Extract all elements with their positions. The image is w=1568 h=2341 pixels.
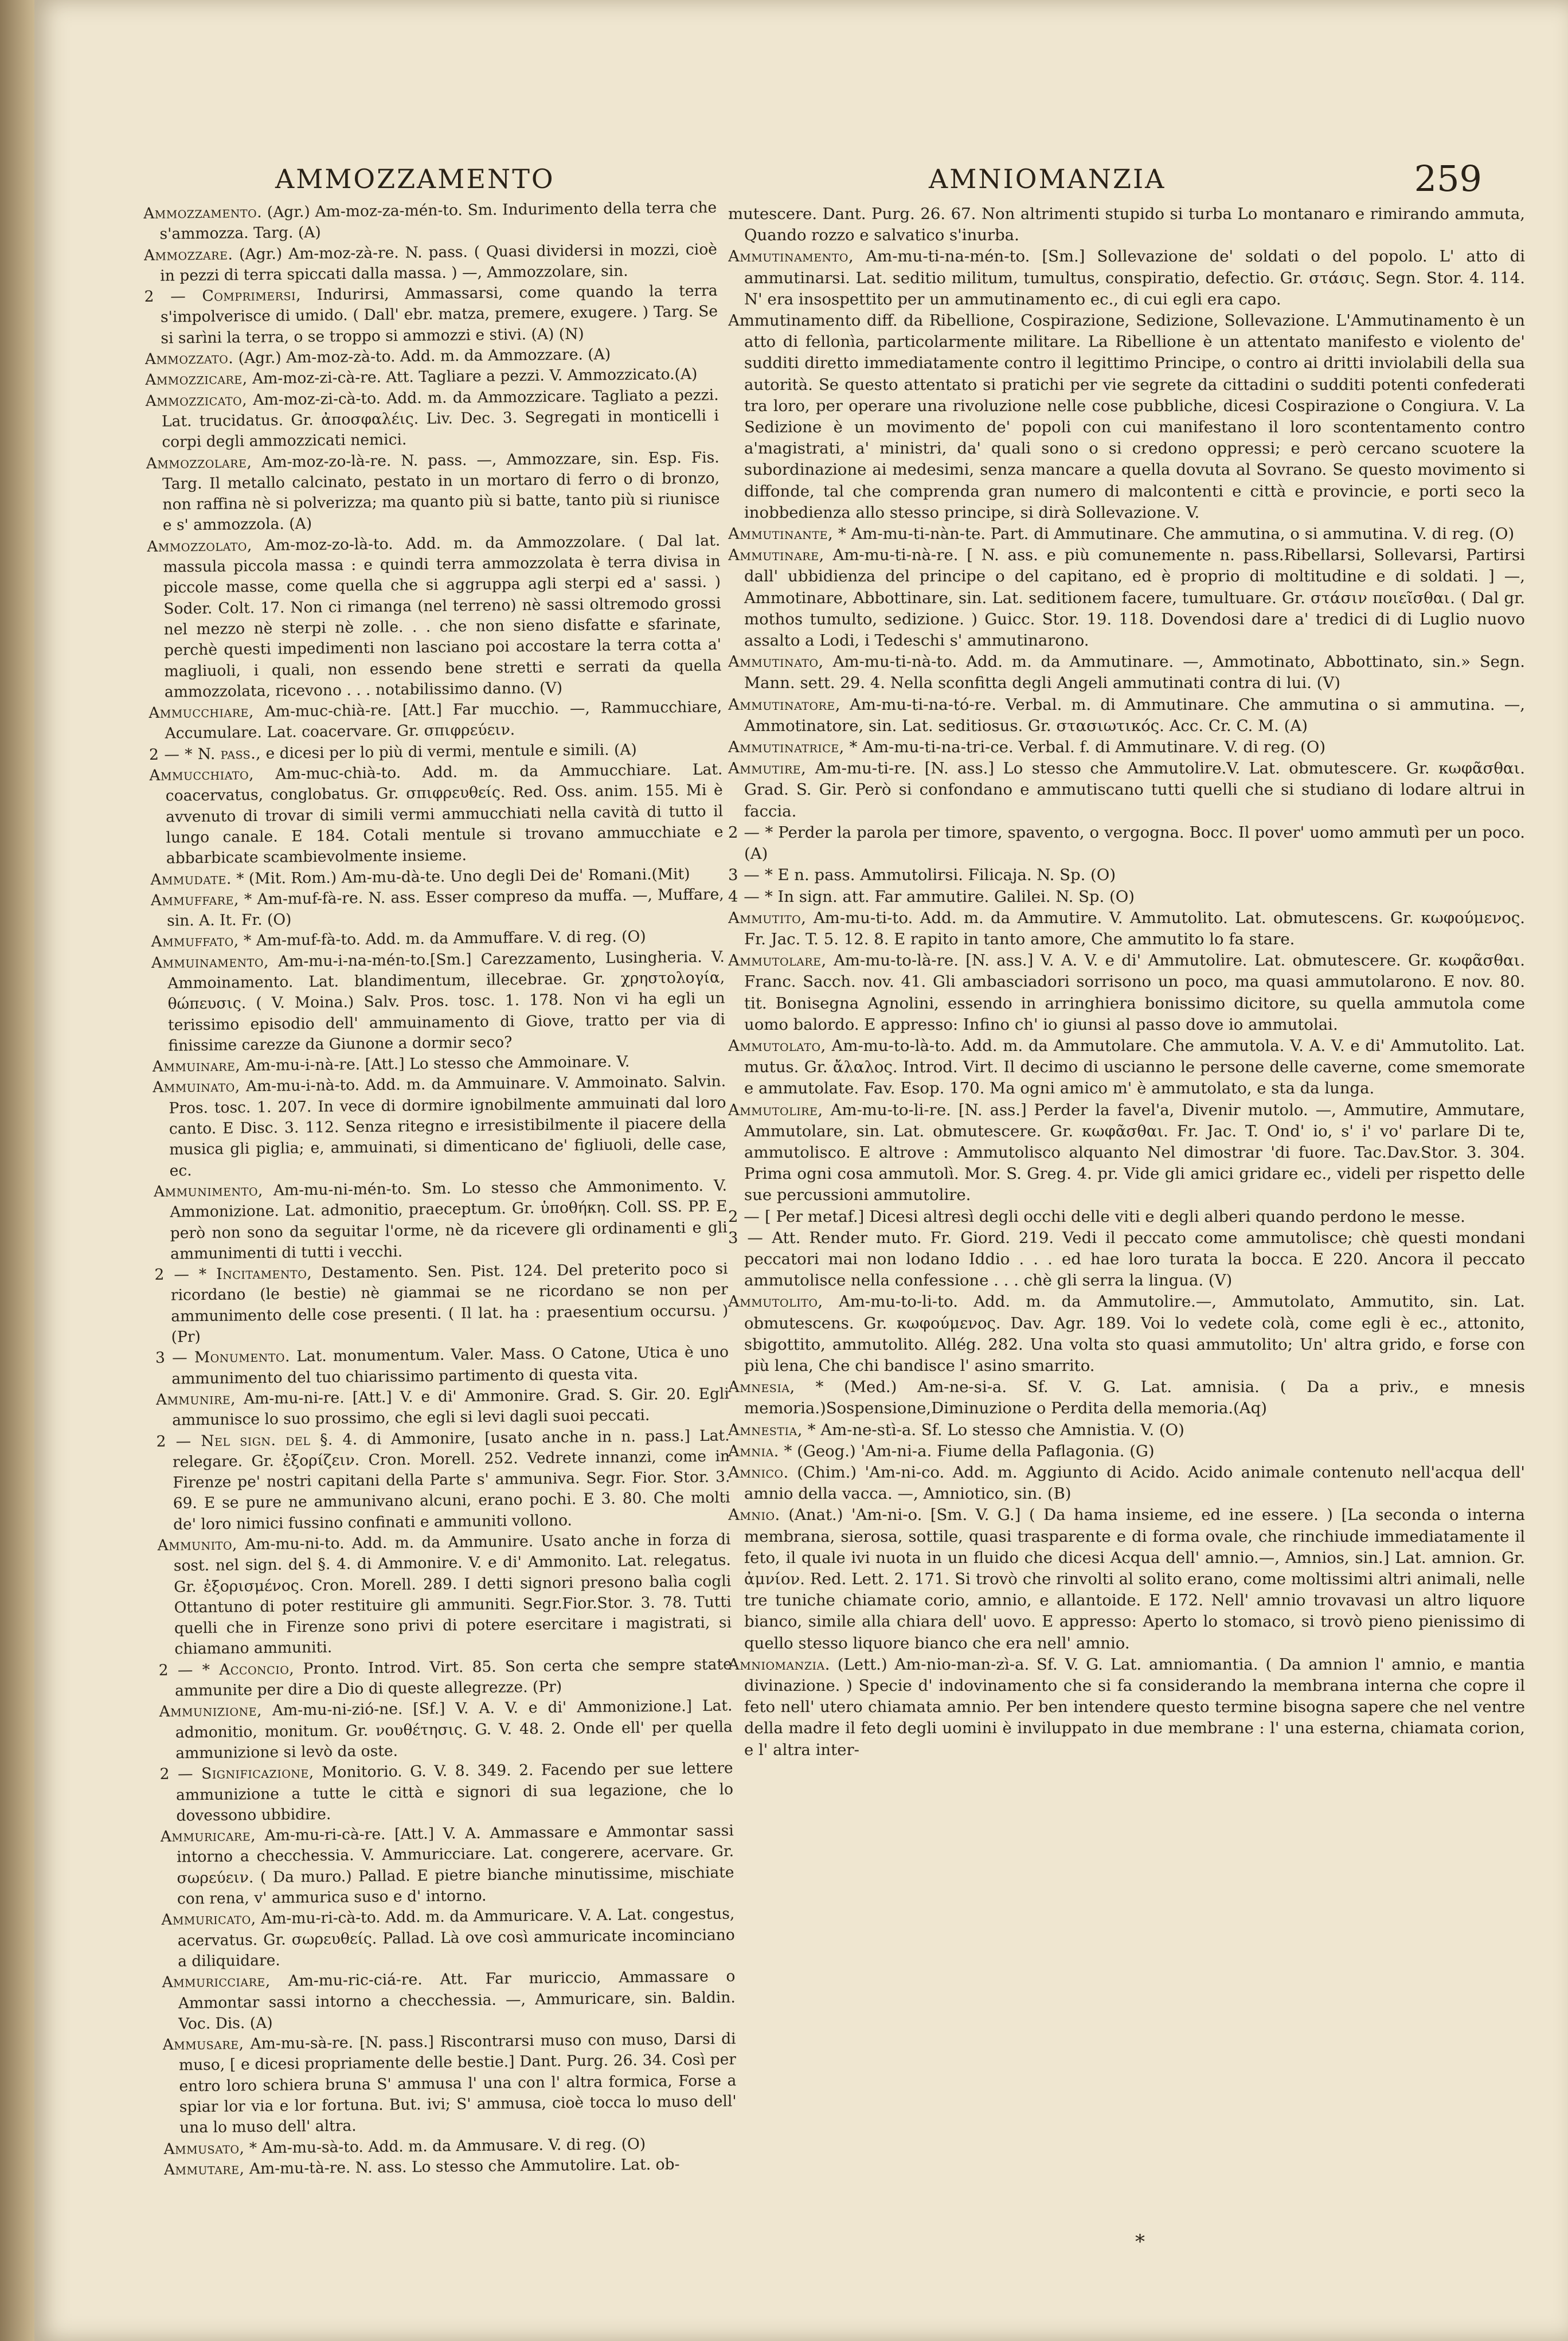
entry-text: * Am-mu-ti-nàn-te. Part. di Ammutinare. Che ammutina, o si ammutina. V. di reg. (O) [838,525,1515,544]
page-number: 259 [1414,158,1482,200]
right-column [728,204,1525,2245]
entry-text: Am-moz-zi-cà-re. Att. Tagliare a pezzi. V. Ammozzicato.(A) [252,365,698,388]
dictionary-entry [728,886,1525,908]
entry-text: * Perder la parola per timore, spavento, o vergogna. Bocc. Il pover' uomo ammutì per un poco. (A) [744,823,1525,863]
entry-headword: Ammuricciare, [162,1972,271,1992]
entry-text: (Anat.) 'Am-ni-o. [Sm. V. G.] ( Da hama insieme, ed ine essere. ) [La seconda o interna membrana, sierosa, sottile, quasi trasparente e di forma ovale, che rinchiude immediatamente il feto, il quale ivi nuota in un fluido che dicesi Acqua dell' amnio.—, Amnios, sin.] Lat. amnion. Gr. ἀμνίον. Red. Lett. 2. 171. Si trovò che rinvolti al solito erano, come moltissimi altri animali, nelle tre tuniche chiamate corio, amnio, e allantoide. E 172. Nell' amnio trovavasi un altro liquore bianco, simile alla chiara dell' uovo. E appresso: Aperto lo stomaco, si trovò pieno pienissimo di quello stesso liquore bianco che era nell' amnio. [744,1506,1525,1652]
dictionary-entry [728,865,1525,886]
dictionary-entry [159,1696,733,1764]
entry-text: * E n. pass. Ammutolirsi. Filicaja. N. Sp. (O) [765,866,1116,885]
footer-mark: * [1135,2230,1145,2253]
entry-headword: Ammuricato, [161,1910,256,1929]
dictionary-entry [155,1342,729,1390]
dictionary-entry [728,310,1525,523]
dictionary-entry [728,1420,1525,1441]
dictionary-entry [728,1377,1525,1419]
entry-text: Monitorio. G. V. 8. 349. 2. Facendo per sue lettere ammunizione a tutte le città e signori di sua legazione, che lo dovessono ubbidire. [175,1759,734,1825]
entry-text: Destamento. Sen. Pist. 124. Del preterito poco si ricordano (le bestie) nè giammai se ne ricordano se non per ammunimento delle cose presenti. ( Il lat. ha : praesentium occursu. ) (Pr) [170,1260,729,1346]
entry-headword: 2 — * N. pass., [148,744,261,764]
dictionary-entry [162,1967,736,2035]
header-left-title: AMMOZZAMENTO [275,163,555,194]
entry-text: * Am-muf-fà-re. N. ass. Esser compreso da muffa. —, Muffare, sin. A. It. Fr. (O) [166,885,724,930]
entry-headword: Ammutinare, [728,546,824,565]
entry-text: Am-mu-ti-na-mén-to. [Sm.] Sollevazione de' soldati o del popolo. L' atto di ammutinarsi. Lat. seditio militum, tumultus, conspiratio, defectio. Gr. στάσις. Segn. Stor. 4. 114. N' era insospettito per un ammutinamento ec., di cui egli era capo. [744,247,1525,308]
entry-headword: 3 — [728,866,760,885]
dictionary-entry [728,246,1525,310]
entry-headword: Ammozzicare, [145,370,248,389]
entry-text: Am-moz-zi-cà-to. Add. m. da Ammozzicare. Tagliato a pezzi. Lat. trucidatus. Gr. ἀποσφαλέις. Liv. Dec. 3. Segregati in monticelli i corpi degli ammozzicati nemici. [161,386,720,451]
entry-headword: 2 — Nel sign. del §. 4. [156,1430,358,1451]
entry-headword: Ammutare, [163,2160,245,2179]
entry-headword: Amnestia, [728,1420,803,1439]
entry-headword: 3 — Monumento. [155,1347,291,1367]
dictionary-entry [161,1904,735,1972]
entry-text: Att. Render muto. Fr. Giord. 219. Vedi il peccato come ammutolisce; chè questi mondani peccatori mai non lodano Iddio . . . ed hae loro turata la bocca. E 220. Ancora il peccato ammutolisce nella confessione . . . chè gli serra la lingua. (V) [744,1228,1525,1290]
entry-text: Am-mu-ri-cà-re. [Att.] V. A. Ammassare e Ammontar sassi intorno a checchessia. V. Ammuricciare. Lat. congerere, acervare. Gr. σωρεύειν. ( Da muro.) Pallad. E pietre bianche minutissime, mischiate con rena, v' ammurica suso e d' intorno. [177,1822,734,1908]
entry-headword: Amnio. [728,1506,780,1525]
entry-text: Indurirsi, Ammassarsi, come quando la terra s'impolverisce di umido. ( Dall' ebr. matza, premere, exugere. ) Targ. Se si sarìni la terra, o se troppo si ammozzi e stivi. (A) (N) [160,282,718,347]
dictionary-entry [728,1504,1525,1654]
entry-headword: Ammunizione, [159,1702,263,1721]
entry-headword: Ammutinatore, [728,695,840,714]
entry-headword: Ammutolare, [728,951,827,970]
entry-text: * Am-muf-fà-to. Add. m. da Ammuffare. V. di reg. (O) [243,928,646,950]
entry-text: Am-moz-zo-là-re. N. pass. —, Ammozzare, sin. Esp. Fis. Targ. Il metallo calcinato, pestato in un mortaro di ferro o di bronzo, non raffina nè si polverizza; ma quanto più si batte, tanto più si riunisce e s' ammozzola. (A) [162,448,720,535]
entry-headword: Ammutinato, [728,652,824,671]
dictionary-entry [151,947,726,1057]
entry-headword: 2 — Comprimersi, [144,286,302,306]
entry-headword: Ammutolato, [728,1036,826,1055]
dictionary-entry [728,651,1525,694]
entry-text: Am-mu-tà-re. N. ass. Lo stesso che Ammutolire. Lat. ob- [249,2155,680,2178]
entry-headword: Ammucchiare, [148,703,254,722]
entry-headword: Ammuinare, [152,1057,241,1076]
entry-headword: Ammucchiato, [149,765,255,784]
entry-text: Am-mu-i-na-mén-to.[Sm.] Carezzamento, Lusingheria. V. Ammoinamento. Lat. blandimentum, illecebrae. Gr. χρηστολογία, θώπευσις. ( V. Moina.) Salv. Pros. tosc. 1. 178. Non vi ha egli un terissimo episodio dell' ammuinamento di Giove, tratto per via di finissime carezze da Giunone a dormir seco? [167,948,726,1055]
dictionary-entry [156,1384,730,1431]
entry-text: [ Per metaf.] Dicesi altresì degli occhi delle viti e degli alberi quando perdono le messe. [765,1207,1465,1226]
entry-headword: Ammozzamento. [143,203,263,222]
entry-headword: Ammutinamento, [728,247,854,266]
entry-headword: Ammunito, [157,1535,238,1554]
dictionary-entry [151,884,725,932]
entry-headword: Ammudate. [150,869,232,889]
dictionary-entry [728,523,1525,545]
entry-text: Am-mu-to-là-to. Add. m. da Ammutolare. Che ammutola. V. A. V. e di' Ammutolito. Lat. mutus. Gr. ἄλαλος. Introd. Virt. Il decimo di uscianno le persone delle caverne, come smemorate e ammutolate. Fav. Esop. 170. Ma ogni amico m' è ammutolato, e sta da lunga. [744,1036,1525,1098]
entry-text: * Am-mu-ti-na-tri-ce. Verbal. f. di Ammutinare. V. di reg. (O) [849,738,1326,757]
entry-headword: 4 — [728,887,760,906]
entry-headword: 2 — Significazione, [159,1764,314,1784]
dictionary-entry [154,1175,728,1265]
dictionary-entry [162,2029,737,2139]
entry-headword: 2 — [728,823,760,842]
entry-headword: Ammuinamento, [151,952,269,972]
entry-text: Am-mu-i-nà-re. [Att.] Lo stesso che Ammoinare. V. [245,1053,630,1075]
entry-text: Am-mu-ti-to. Add. m. da Ammutire. V. Ammutolito. Lat. obmutescens. Gr. κωφούμενος. Fr. Jac. T. 5. 12. 8. E rapito in tanto amore, Che ammutito lo fa stare. [744,908,1525,948]
entry-headword: Ammutito, [728,908,807,927]
dictionary-entry [149,759,724,869]
dictionary-entry [161,1821,734,1910]
dictionary-entry [728,758,1525,822]
dictionary-entry [728,1654,1525,1761]
dictionary-entry [147,530,722,703]
entry-headword: Ammutolito, [728,1292,823,1311]
dictionary-entry [160,1758,734,1827]
entry-headword: Amnico. [728,1463,789,1482]
entry-headword: Ammuffare, [150,890,239,909]
dictionary-entry [728,1228,1525,1292]
dictionary-entry [159,1654,733,1702]
entry-headword: Amniomanzia. [728,1655,830,1674]
book-gutter [0,0,34,2341]
entry-headword: Ammuinato, [152,1077,240,1097]
entry-text: Am-mu-ti-nà-to. Add. m. da Ammutinare. —, Ammotinato, Abbottinato, sin.» Segn. Mann. sett. 29. 4. Nella sconfitta degli Angeli ammutinati contra di lui. (V) [744,652,1525,693]
dictionary-entry [143,198,717,245]
entry-headword: Ammozzare. [143,245,233,264]
entry-headword: Ammuffato, [151,932,239,951]
entry-headword: Ammozzicato, [145,390,248,410]
dictionary-entry [728,545,1525,651]
entry-text: (Chim.) 'Am-ni-co. Add. m. Aggiunto di Acido. Acido animale contenuto nell'acqua dell' amnio della vacca. —, Amniotico, sin. (B) [744,1463,1525,1503]
entry-headword: Ammozzolare, [146,453,252,472]
dictionary-entry [154,1259,728,1349]
entry-headword: Ammunire, [155,1390,236,1409]
entry-text: (Agr.) Am-moz-za-mén-to. Sm. Indurimento della terra che s'ammozza. Targ. (A) [159,198,717,243]
entry-headword: 2 — [728,1207,760,1226]
dictionary-entry [728,1441,1525,1462]
entry-headword: Ammozzolato, [147,536,252,556]
entry-text: Am-mu-to-là-re. [N. ass.] V. A. V. e di' Ammutolire. Lat. obmutescere. Gr. κωφᾶσθαι. Franc. Sacch. nov. 41. Gli ambasciadori sorrisono un poco, ma quasi ammutolarono. E nov. 80. tit. Bonisegna Agnolini, essendo in arringhiera bonissimo dicitore, su quella ammutola come uomo balordo. E appresso: Infino ch' io giunsi al passo dove io ammutolai. [744,951,1525,1034]
entry-text: (Agr.) Am-moz-zà-re. N. pass. ( Quasi dividersi in mozzi, cioè in pezzi di terra spiccati dalla massa. ) —, Ammozzolare, sin. [160,240,718,285]
entry-text: Am-mu-ri-cà-to. Add. m. da Ammuricare. V. A. Lat. congestus, acervatus. Gr. σωρευθείς. Pallad. Là ove così ammuricate incominciano a diliquidare. [177,1905,735,1971]
entry-text: Am-mu-i-nà-to. Add. m. da Ammuinare. V. Ammoinato. Salvin. Pros. tosc. 1. 207. In vece di dormire ignobilmente ammuinati dal loro canto. E Disc. 3. 112. Senza ritegno e irresistibilmente il piacere della musica gli piglia; e, ammuinati, si dimenticano de' figliuoli, delle case, ec. [169,1072,727,1180]
entry-text: Am-mu-ni-re. [Att.] V. e di' Ammonire. Grad. S. Gir. 20. Egli ammunisce lo suo prossimo, che egli si levi dagli suoi peccati. [172,1385,729,1429]
dictionary-entry [146,447,720,537]
entry-headword: Ammutire, [728,759,807,778]
dictionary-entry [144,239,718,287]
dictionary-entry [728,950,1525,1035]
dictionary-entry [728,1035,1525,1100]
entry-headword: Ammusare, [162,2035,244,2054]
dictionary-entry [728,737,1525,758]
entry-text: * (Geog.) 'Am-ni-a. Fiume della Paflagonia. (G) [784,1441,1155,1460]
entry-text: Am-mu-ni-mén-to. Sm. Lo stesso che Ammonimento. V. Ammonizione. Lat. admonitio, praeceptum. Gr. ὑποθήκη. Coll. SS. PP. E però non sono da seguitar l'orme, nè da ricevere gli ordinamenti e gli ammunimenti di tutti i vecchi. [170,1177,728,1263]
left-column [143,198,738,2245]
entry-text: (Agr.) Am-moz-zà-to. Add. m. da Ammozzare. (A) [238,345,611,368]
entry-headword: 3 — [728,1228,764,1247]
entry-text: e dicesi per lo più di vermi, mentule e simili. (A) [265,740,637,763]
entry-text: Am-mu-ti-na-tó-re. Verbal. m. di Ammutinare. Che ammutina o si ammutina. —, Ammotinatore, sin. Lat. seditiosus. Gr. στασιωτικός. Acc. Cr. C. M. (A) [744,695,1525,735]
entry-text: Am-muc-chià-re. [Att.] Far mucchio. —, Rammucchiare, Accumulare. Lat. coacervare. Gr. σπιφρεύειν. [165,698,722,743]
entry-text: Am-muc-chià-to. Add. m. da Ammucchiare. Lat. coacervatus, conglobatus. Gr. σπιφρευθείς. Red. Oss. anim. 155. Mi è avvenuto di trovar di simili vermi ammucchiati nella cavità di tutto il lungo canale. E 184. Cotali mentule si trovano ammucchiate e abbarbicate scambievolmente insieme. [165,760,724,867]
entry-text: Am-mu-ni-to. Add. m. da Ammunire. Usato anche in forza di sost. nel sign. del §. 4. di Ammonire. V. e di' Ammonito. Lat. relegatus. Gr. ἐξορισμένος. Cron. Morell. 289. I detti signori presono balìa cogli Ottantuno di poter restituire gli ammuniti. Segr.Fior.Stor. 3. 78. Tutti quelli che in Firenze sono privi di potere esercitare i magistrati, si chiamano ammuniti. [173,1530,732,1659]
entry-text: Am-mu-ti-nà-re. [ N. ass. e più comunemente n. pass.Ribellarsi, Sollevarsi, Partirsi dall' ubbidienza del principe o del capitano, ed è proprio di moltitudine e di soldati. ] —, Ammotinare, Abbottinare, sin. Lat. seditionem facere, tumultuare. Gr. στάσιν ποιεῖσθαι. ( Dal gr. mothos tumulto, sedizione. ) Guicc. Stor. 19. 118. Dovendosi dare a' tredici di di Luglio nuovo assalto a Lodi, i Tedeschi s' ammutinarono. [744,546,1525,650]
entry-headword: Ammutinatrice, [728,738,844,757]
entry-text: (Lett.) Am-nio-man-zì-a. Sf. V. G. Lat. amniomantia. ( Da amnion l' amnio, e mantia divinazione. ) Specie d' indovinamento che si fa considerando la membrana interna che copre il feto nell' utero chiamata amnio. Per ben intendere questo termine bisogna sapere che nel ventre della madre il feto degli uomini è inviluppato in due membrane : l' una esterna, chiamata corion, e l' altra inter- [744,1655,1525,1759]
entry-headword: Amnesia, [728,1378,795,1397]
dictionary-entry [156,1425,730,1535]
entry-text: mutescere. Dant. Purg. 26. 67. Non altrimenti stupido si turba Lo montanaro e rimirando ammuta, Quando rozzo e salvatico s'inurba. [728,205,1525,245]
entry-text: * (Mit. Rom.) Am-mu-dà-te. Uno degli Dei de' Romani.(Mit) [236,865,690,888]
entry-headword: Ammuricare, [160,1827,256,1846]
entry-text: di Ammonire, [usato anche in n. pass.] Lat. relegare. Gr. ἐξορίζειν. Cron. Morell. 252. Vedrete innanzi, come in Firenze pe' nostri capitani della Parte s' ammuniva. Segr. Fior. Stor. 3. 69. E se pure ne ammunivano alcuni, erano pochi. E 3. 80. Che molti de' loro nimici fussino confinati e ammuniti vollono. [172,1426,730,1534]
dictionary-entry [728,1462,1525,1504]
dictionary-entry [145,385,719,453]
dictionary-entry [148,697,722,745]
entry-text: Am-mu-to-li-to. Add. m. da Ammutolire.—, Ammutolato, Ammutito, sin. Lat. obmutescens. Gr. κωφούμενος. Dav. Agr. 189. Voi lo vedete colà, come egli è ec., attonito, sbigottito, ammutolito. Allég. 282. Una volta sto quasi ammutolito; Un' altra grido, e forse con più lena, Che chi bandisce l' asino smarrito. [744,1292,1525,1375]
entry-headword: Ammunimento, [153,1181,264,1201]
dictionary-entry [728,908,1525,950]
entry-text: Pronto. Introd. Virt. 85. Son certa che sempre state ammunite per dire a Dio di queste allegrezze. (Pr) [175,1655,732,1700]
dictionary-entry [728,1291,1525,1377]
entry-text: * In sign. att. Far ammutire. Galilei. N. Sp. (O) [765,887,1135,906]
entry-headword: Ammusato, [163,2139,245,2158]
dictionary-entry [728,204,1525,246]
dictionary-entry [728,822,1525,865]
entry-text: Am-mu-ti-re. [N. ass.] Lo stesso che Ammutolire.V. Lat. obmutescere. Gr. κωφᾶσθαι. Grad. S. Gir. Però si confondano e ammutiscano tutti quelli che si studiano di lodare altrui in faccia. [744,759,1525,820]
dictionary-entry [728,694,1525,737]
entry-text: Ammutinamento diff. da Ribellione, Cospirazione, Sedizione, Sollevazione. L'Ammutinamento è un atto di fellonìa, particolarmente militare. La Ribellione è un attentato manifesto e violento de' sudditi diretto immediatamente contro il legittimo Principe, o contro ai dritti inviolabili della sua autorità. Se questo attentato si pratichi per vie segrete da cittadini o sudditi potenti confederati tra loro, per operare una rivoluzione nelle cose pubbliche, dicesi Cospirazione o Congiura. V. La Sedizione è un movimento de' popoli con cui manifestano il loro scontentamento contro a'magistrati, a' ministri, da' quali sono o si credono oppressi; e però cercano scuotere la subordinazione ai medesimi, senza mancare a quella dovuta al Sovrano. Se questo movimento si diffonde, tal che comprenda gran numero di malcontenti e città e provincie, e porti seco la inobbedienza allo stesso principe, si dirà Sollevazione. V. [728,311,1525,522]
dictionary-entry [157,1529,732,1660]
dictionary-entry [144,281,718,349]
entry-headword: 2 — * Acconcio, [158,1660,295,1679]
entry-headword: Ammutolire, [728,1100,823,1119]
entry-text: * (Med.) Am-ne-si-a. Sf. V. G. Lat. amnisia. ( Da a priv., e mnesis memoria.)Sospensione,Diminuzione o Perdita della memoria.(Aq) [744,1378,1525,1418]
entry-headword: Ammutinante, [728,525,834,544]
entry-text: Am-moz-zo-là-to. Add. m. da Ammozzolare. ( Dal lat. massula piccola massa : e quindi terra ammozzolata è terra divisa in piccole masse, come quella che si aggruppa agli sterpi ed a' sassi. ) Soder. Colt. 17. Non ci rimanga (nel terreno) nè sassi oltremodo grossi nel mezzo nè sterpi nè zolle. . . che non sieno disfatte e sfarinate, perchè questi impedimenti non lasciano poi accostare la terra cotta a' magliuoli, i quali, non essendo bene stretti e serrati da quella ammozzolata, ricevono . . . notabilissimo danno. (V) [163,531,722,701]
entry-text: Lat. monumentum. Valer. Mass. O Catone, Utica è uno ammunimento del tuo chiarissimo partimento di questa vita. [171,1343,729,1388]
dictionary-entry [153,1072,727,1182]
entry-text: * Am-ne-stì-a. Sf. Lo stesso che Amnistia. V. (O) [807,1420,1184,1439]
header-center-title: AMNIOMANZIA [929,163,1166,194]
dictionary-entry [728,1206,1525,1228]
entry-text: Am-mu-ric-ciá-re. Att. Far muriccio, Ammassare o Ammontar sassi intorno a checchessia. —, Ammuricare, sin. Baldin. Voc. Dis. (A) [178,1967,736,2033]
entry-headword: Ammozzato. [144,349,234,369]
entry-text: * Am-mu-sà-to. Add. m. da Ammusare. V. di reg. (O) [249,2135,646,2157]
entry-headword: 2 — * Incitamento, [154,1264,312,1284]
entry-headword: Amnia. [728,1441,779,1460]
dictionary-entry [728,1100,1525,1206]
entry-text: Am-mu-ni-zió-ne. [Sf.] V. A. V. e di' Ammonizione.] Lat. admonitio, monitum. Gr. νουθέτησις. G. V. 48. 2. Onde ell' per quella ammunizione si levò da oste. [175,1697,733,1762]
entry-text: Am-mu-to-li-re. [N. ass.] Perder la favel'a, Divenir mutolo. —, Ammutire, Ammutare, Ammutolare, sin. Lat. obmutescere. Gr. κωφᾶσθαι. Fr. Jac. T. Ond' io, s' i' vo' parlare Di te, ammutolisco. E altrove : Ammutolisco alquanto Nel dimostrar 'di fuore. Tac.Dav.Stor. 3. 304. Prima ogni cosa ammutolì. Mor. S. Greg. 4. pr. Vide gli amici gridare ec., videli per rispetto delle sue percussioni ammutolire. [744,1100,1525,1205]
entry-text: Am-mu-sà-re. [N. pass.] Riscontrarsi muso con muso, Darsi di muso, [ e dicesi propriamente delle bestie.] Dant. Purg. 26. 34. Così per entro loro schiera bruna S' ammusa l' una con l' altra formica, Forse a spiar lor via e lor fortuna. But. ivi; S' ammusa, cioè tocca lo muso dell' una lo muso dell' altra. [178,2030,737,2137]
